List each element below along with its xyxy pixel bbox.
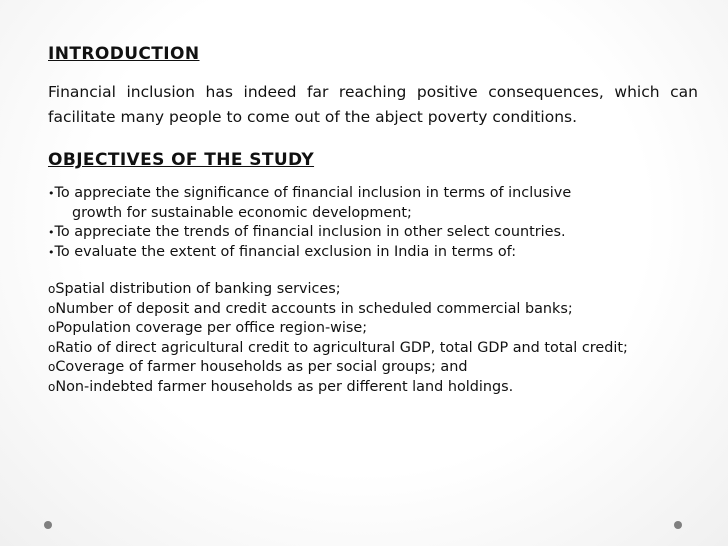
circle-bullet-icon: o bbox=[48, 301, 56, 316]
slide-content bbox=[48, 40, 698, 397]
circle-bullet-icon: o bbox=[48, 379, 56, 394]
list-item: •To appreciate the trends of financial inclusion in other select countries. bbox=[48, 224, 566, 240]
sub-list-item: oSpatial distribution of banking services; bbox=[48, 281, 341, 297]
circle-bullet-icon: o bbox=[48, 282, 56, 296]
circle-bullet-icon: o bbox=[48, 340, 56, 355]
list-item-continuation: growth for sustainable economic development; bbox=[72, 204, 412, 221]
left-dot-icon bbox=[44, 521, 52, 529]
sub-list-item: oRatio of direct agricultural credit to agricultural GDP, total GDP and total credit; bbox=[48, 339, 628, 356]
circle-bullet-icon: o bbox=[48, 360, 56, 374]
list-item: •To evaluate the extent of financial exclusion in India in terms of: bbox=[48, 243, 517, 260]
bullet-icon: • bbox=[48, 226, 55, 239]
sub-objectives-list bbox=[48, 280, 698, 397]
circle-bullet-icon: o bbox=[48, 321, 56, 335]
right-dot-icon bbox=[674, 521, 682, 529]
list-item: •To appreciate the significance of financial inclusion in terms of inclusive bbox=[48, 185, 572, 201]
objectives-heading: OBJECTIVES OF THE STUDY bbox=[48, 150, 315, 170]
introduction-text: Financial inclusion has indeed far reaching positive consequences, which can facilitate many people to come out of the abject poverty conditions. bbox=[48, 83, 698, 126]
sub-list-item: oNumber of deposit and credit accounts in scheduled commercial banks; bbox=[48, 300, 573, 317]
bullet-icon: • bbox=[48, 187, 55, 200]
objectives-list bbox=[48, 184, 698, 262]
introduction-heading: INTRODUCTION bbox=[48, 44, 200, 64]
bullet-icon: • bbox=[48, 245, 55, 259]
sub-list-item: oNon-indebted farmer households as per different land holdings. bbox=[48, 378, 514, 395]
sub-list-item: oCoverage of farmer households as per social groups; and bbox=[48, 359, 468, 375]
sub-list-item: oPopulation coverage per office region-wise; bbox=[48, 320, 368, 336]
